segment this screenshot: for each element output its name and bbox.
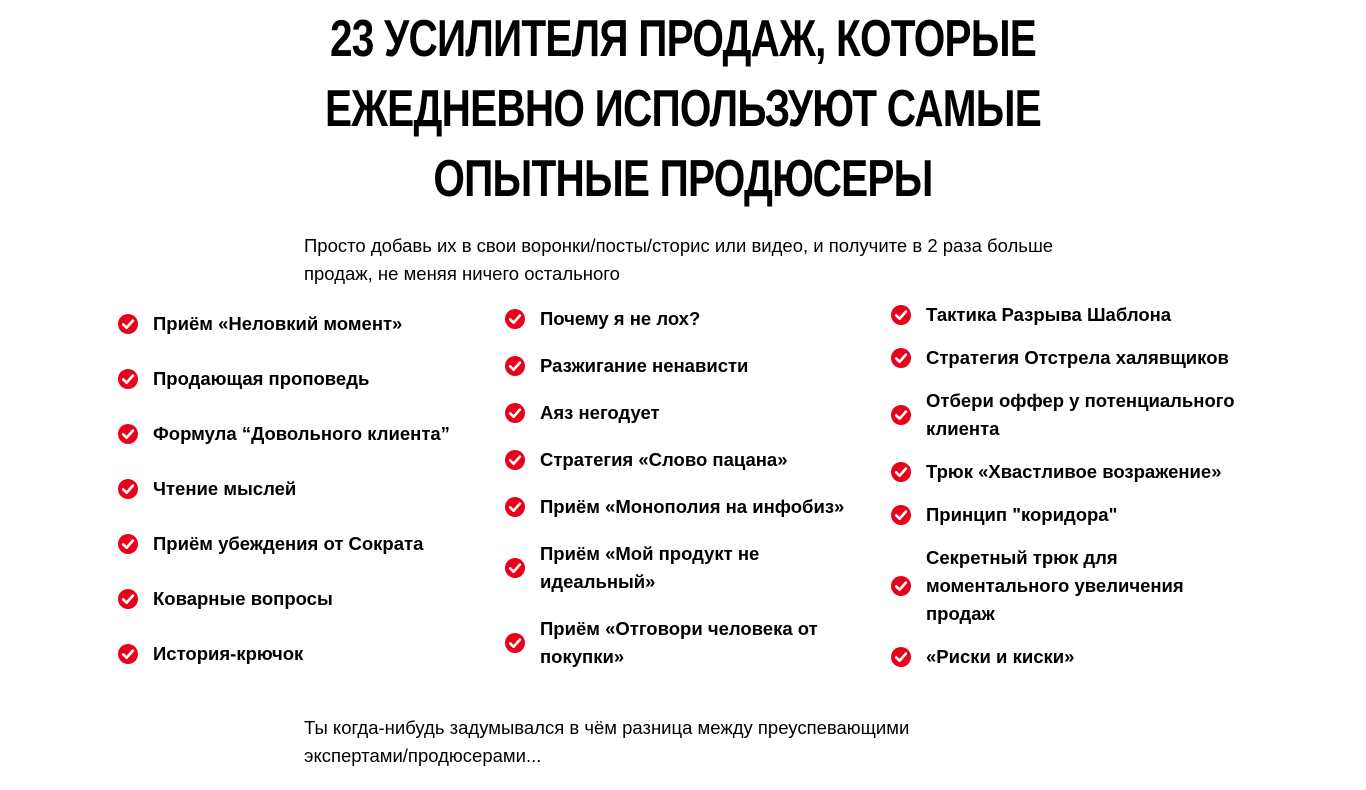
tactic-item bbox=[117, 365, 487, 393]
headline-line-2: ЕЖЕДНЕВНО ИСПОЛЬЗУЮТ САМЫЕ bbox=[325, 80, 1041, 138]
tactic-item bbox=[117, 530, 487, 558]
tactic-item bbox=[504, 399, 874, 427]
tactic-item bbox=[890, 387, 1260, 443]
check-circle-icon bbox=[890, 304, 912, 326]
check-circle-icon bbox=[890, 404, 912, 426]
tactic-label: Чтение мыслей bbox=[153, 478, 297, 499]
check-circle-icon bbox=[890, 575, 912, 597]
tactics-column-3 bbox=[890, 301, 1260, 686]
tactic-label: Аяз негодует bbox=[540, 402, 660, 423]
tactic-item bbox=[117, 475, 487, 503]
tactic-item bbox=[890, 344, 1260, 372]
check-circle-icon bbox=[117, 478, 139, 500]
check-circle-icon bbox=[504, 355, 526, 377]
tactic-item bbox=[890, 458, 1260, 486]
tactic-label: Стратегия «Слово пацана» bbox=[540, 449, 788, 470]
check-circle-icon bbox=[890, 461, 912, 483]
check-circle-icon bbox=[890, 347, 912, 369]
tactic-label: Трюк «Хвастливое возражение» bbox=[926, 461, 1222, 482]
tactic-label: Продающая проповедь bbox=[153, 368, 370, 389]
tactics-column-2 bbox=[504, 305, 874, 690]
tactics-column-1 bbox=[117, 310, 487, 695]
outro-text: Ты когда-нибудь задумывался в чём разница между преуспевающими экспертами/продюсерами... bbox=[304, 717, 910, 766]
tactic-item bbox=[117, 585, 487, 613]
tactic-label: Формула “Довольного клиента” bbox=[153, 423, 450, 444]
tactic-item bbox=[890, 501, 1260, 529]
page-headline bbox=[150, 4, 1215, 214]
tactic-item bbox=[504, 352, 874, 380]
tactic-label: Стратегия Отстрела халявщиков bbox=[926, 347, 1229, 368]
tactic-label: Приём «Неловкий момент» bbox=[153, 313, 403, 334]
check-circle-icon bbox=[890, 646, 912, 668]
tactic-item bbox=[117, 420, 487, 448]
tactic-item bbox=[504, 540, 874, 596]
tactic-item bbox=[504, 305, 874, 333]
tactic-label: Приём убеждения от Сократа bbox=[153, 533, 424, 554]
tactic-label: Отбери оффер у потенциального клиента bbox=[926, 390, 1235, 439]
tactic-label: Почему я не лох? bbox=[540, 308, 701, 329]
check-circle-icon bbox=[890, 504, 912, 526]
tactic-item bbox=[890, 301, 1260, 329]
tactic-item bbox=[504, 446, 874, 474]
tactic-item bbox=[117, 310, 487, 338]
check-circle-icon bbox=[504, 449, 526, 471]
tactic-item bbox=[890, 643, 1260, 671]
check-circle-icon bbox=[504, 496, 526, 518]
tactic-label: История-крючок bbox=[153, 643, 304, 664]
check-circle-icon bbox=[117, 423, 139, 445]
tactic-label: Разжигание ненависти bbox=[540, 355, 749, 376]
tactic-item bbox=[890, 544, 1260, 628]
check-circle-icon bbox=[504, 402, 526, 424]
tactic-item bbox=[117, 640, 487, 668]
check-circle-icon bbox=[504, 557, 526, 579]
check-circle-icon bbox=[504, 632, 526, 654]
tactic-label: Коварные вопросы bbox=[153, 588, 333, 609]
subtitle-text: Просто добавь их в свои воронки/посты/сторис или видео, и получите в 2 раза больше продаж, не меняя ничего остального bbox=[304, 235, 1054, 284]
tactic-label: Принцип "коридора" bbox=[926, 504, 1118, 525]
tactic-label: Приём «Отговори человека от покупки» bbox=[540, 618, 818, 667]
tactic-label: Приём «Мой продукт не идеальный» bbox=[540, 543, 760, 592]
tactic-item bbox=[504, 615, 874, 671]
tactic-label: Секретный трюк для моментального увеличения продаж bbox=[926, 547, 1184, 624]
headline-line-3: ОПЫТНЫЕ ПРОДЮСЕРЫ bbox=[433, 150, 933, 208]
check-circle-icon bbox=[117, 643, 139, 665]
check-circle-icon bbox=[117, 368, 139, 390]
check-circle-icon bbox=[504, 308, 526, 330]
tactic-item bbox=[504, 493, 874, 521]
tactic-label: Тактика Разрыва Шаблона bbox=[926, 304, 1172, 325]
tactic-label: Приём «Монополия на инфобиз» bbox=[540, 496, 845, 517]
check-circle-icon bbox=[117, 533, 139, 555]
tactic-label: «Риски и киски» bbox=[926, 646, 1075, 667]
check-circle-icon bbox=[117, 313, 139, 335]
headline-line-1: 23 УСИЛИТЕЛЯ ПРОДАЖ, КОТОРЫЕ bbox=[329, 10, 1037, 68]
check-circle-icon bbox=[117, 588, 139, 610]
